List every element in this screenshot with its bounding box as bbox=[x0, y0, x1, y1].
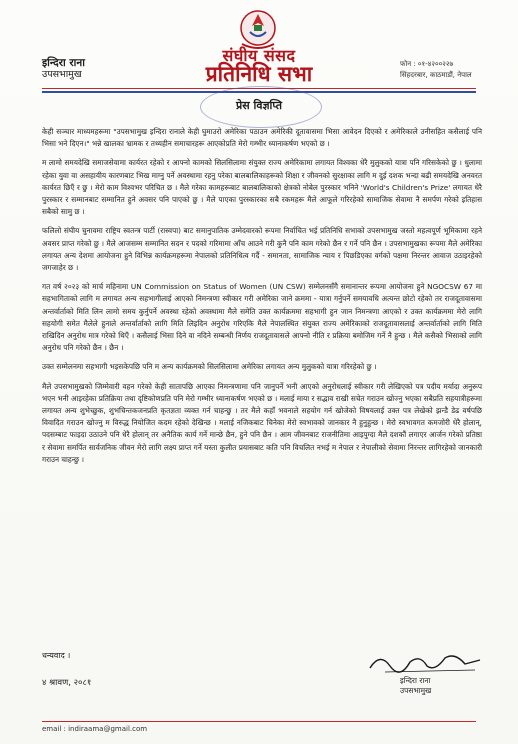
release-date: ४ श्रावण, २०८१ bbox=[42, 678, 92, 688]
footer-rule bbox=[42, 721, 476, 722]
house-name: प्रतिनिधि सभा bbox=[205, 62, 313, 86]
paragraph-5: उक्त सम्मेलनमा सहभागी भइसकेपछि पनि म अन्य कार्यक्रमको सिलसिलामा अमेरिका लगायत अन्य मुलुकको यात्रा गरिरहेको छु । bbox=[42, 362, 377, 372]
paragraph-6: मैले उपसभामुखको जिम्मेवारी वहन गरेको केही सातापछि आएका निमन्त्रणामा पनि जानुपर्ने भनी आएको अनुरोधलाई स्वीकार गरी लेखिएको पत्र पदीय मर्यादा अनुरूप भएन भनी आइरहेका प्रतिक्रिया तथा दृष्टिकोणप्रति पनि मेरो गम्भीर ध्यानाकर्षण भएको छ । मलाई माया र सद्भाव राखी सचेत गराउन खोज्नु भएका सबैप्रति सहयात्रीहरूमा लगायत अन्य शुभेच्छुक, शुभचिन्तकजनप्रति कृतज्ञता व्यक्त गर्न चाहन्छु । तर मैले कहाँ भवनाले सहयोग गर्न खोजेको विषयलाई उक्त पत्र लेखेको झन्डै डेढ वर्षपछि विवादित गराउन खोज्नु म विरुद्ध नियोजित कदम रहेको देखिन्छ । मलाई नजिकबाट चिनेका मेरो स्वभावको जानकार नै हुनुहुन्छ । मेरो स्वभावगत कमजोरी धेरै होलान्, पदसम्बाट फाइदा उठाउने पनि धेरै होलान् तर अनैतिक कार्य गर्ने मान्छे छैन, हुने पनि छैन । आम जीवनबाट राजनीतिमा आइपुग्दा मैले दशकौं लगाएर आर्जन गरेको प्रतिष्ठा र सेवामा समर्पित सार्वजनिक जीवन मेरो लागि लक्ष्य प्राप्त गर्ने यस्ता कुलीत प्रयासबाट कति पनि विचलित नभई म नेपाल र नेपालीको सेवामा निरन्तर लागिरहेको जानकारी गराउन चाहन्छु । bbox=[42, 381, 482, 464]
release-body bbox=[42, 126, 482, 473]
office-address: सिंहदरबार, काठमाडौं, नेपाल bbox=[400, 71, 472, 79]
sender-title: उपसभामुख bbox=[42, 69, 82, 80]
signatory-title: उपसभामुख bbox=[400, 686, 432, 695]
sender-name: इन्दिरा राना bbox=[42, 57, 85, 69]
paragraph-2: म लामो समयदेखि समाजसेवामा कार्यरत रहेको र आफ्नो कामको सिलसिलामा संयुक्त राज्य अमेरिकामा लगायत विश्वका धेरै मुलुकको यात्रा पनि गरिसकेको छु । धुलामा रहेका युवा वा असहायीय कारणबाट भिख माग्नु पर्ने अवस्थामा रहनु परेका बालबालिकाहरूको शिक्षा र जीवनको सुरक्षाका लागि म दुई दशक भन्दा बढी समयदेखि अनवरत कार्यरत छिएँ र छु । मेरो काम विश्वभर परिचित छ । मैले गरेका कामहरूबाट बालबालिकाको क्षेत्रको नोबेल पुरस्कार भनिने 'World's Children's Prize' लगायत धेरै पुरस्कार र सम्मानबाट सम्मानित हुने अवसर पनि पाएको छु । मैले पाएका पुरस्कारका सबै रकमहरू मैले आफूले गरिरहेको सामाजिक सेवामा नै समर्पण गरेको इतिहास सबैको सामु छ । bbox=[42, 158, 482, 217]
phone-number: फोन : ०१-४२००२२७ bbox=[400, 60, 454, 68]
thanks-line: धन्यवाद । bbox=[42, 651, 71, 660]
parliament-name: संघीय संसद bbox=[222, 46, 296, 65]
paragraph-3: फलिलो संघीय चुनावमा राष्ट्रिय स्वतन्त्र पार्टी (रास्वपा) बाट समानुपातिक उम्मेदवारको रूपमा निर्वाचित भई प्रतिनिधि सभाको उपसभामुख जस्तो महत्वपूर्ण भूमिकामा रहने अवसर प्राप्त गरेको छु । मैले आजसम्म सम्मानित सदन र पदको गरिमामा आँच आउने गरी कुनै पनि काम गरेको छैन र गर्ने पनि छैन । उपसभामुखका रूपमा मैले अमेरिका लगायत अन्य देशमा आयोजना हुने विभिन्न कार्यक्रमहरूमा नेपालको प्रतिनिधित्व गर्दै - समानता, सामाजिक न्याय र पिछडिएका वर्गको पक्षमा निरन्तर आवाज उठाइरहेको जगजाहेर छ । bbox=[42, 226, 482, 273]
signature-block bbox=[400, 676, 431, 696]
signatory-name: इन्दिरा राना bbox=[400, 676, 431, 685]
handwritten-signature bbox=[365, 648, 485, 676]
paragraph-4: गत वर्ष २०२३ को मार्च महिनामा UN Commission on Status of Women (UN CSW) सम्मेलनसँगै समानान्तर रूपमा आयोजना हुने NGOCSW 67 मा सहभागिताको लागि म लगायत अन्य सहभागीलाई आएको निमन्त्रणा स्वीकार गरी अमेरिका जाने क्रममा - यात्रा गर्नुपर्ने समयावधि अत्यन्त छोटो रहेको तर राजदूतावासमा अन्तर्वार्ताको मिति लिन लामो समय कुर्नुपर्ने अवस्था रहेको अवस्थामा मैले समेति उक्त कार्यक्रममा सहभागी हुन जान निमन्त्रणा आएको र उक्त कार्यक्रममा मेरो लागि सहयोगी समेत मैलेले हुनाले अन्तर्वार्ताको लागि मिति लिइदिन अनुरोध गरिएकि मैले नेपालस्थित संयुक्त राज्य अमेरिकाको राजदूतावासलाई अन्तर्वार्ताको लागि मिति राखिदिन अनुरोध मात्र गरेको थिएँ । कसैलाई भिसा दिने वा नदिने सम्बन्धी निर्णय राजदूतावासले आफ्नो नीति र प्रक्रिया बमोजिम गर्ने नै हुन्छ । मैले कसैको भिसाको लागि अनुरोध पनि गरेको छैन । छैन । bbox=[42, 282, 482, 353]
contact-block bbox=[400, 59, 472, 81]
footer-email: email : indiraama@gmail.com bbox=[42, 725, 148, 733]
paragraph-1: केही सञ्चार माध्यमहरूमा "उपसभामुख इन्दिरा रानाले केही घुमाउरो अमेरिका पठाउन अमेरिकी दूतावासमा भिसा आवेदन दिएको र अमेरिकाले उनीसहित कसैलाई पनि भिसा भने दिएन।" भन्ने खालका भ्रामक र तथ्यहीन समाचारहरू आएकोप्रति मेरो गम्भीर ध्यानाकर्षण भएको छ । bbox=[42, 127, 482, 149]
press-release-heading: प्रेस विज्ञप्ति bbox=[235, 99, 283, 112]
